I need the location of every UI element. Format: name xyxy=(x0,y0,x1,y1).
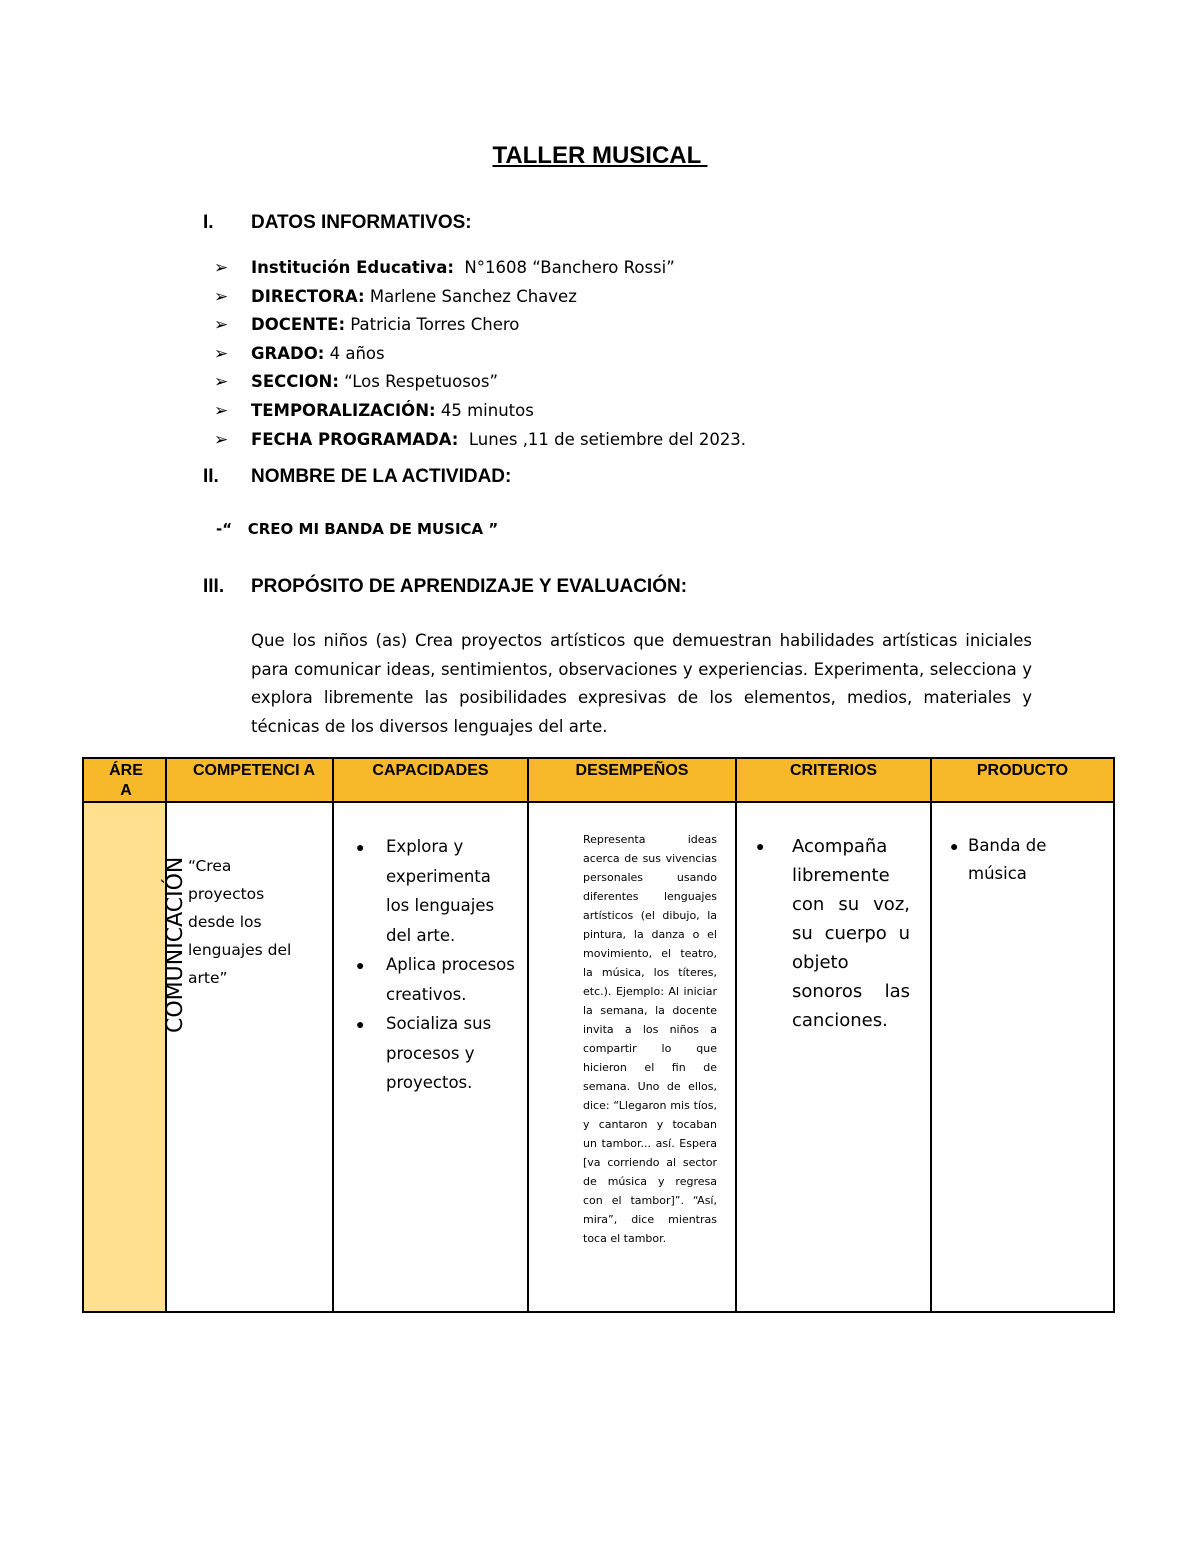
list-item: ● Aplica procesos creativos. xyxy=(350,951,515,1010)
producto-text: Banda de música xyxy=(968,836,1047,883)
capacidades-list xyxy=(350,833,515,1099)
arrow-bullet-icon: ➢ xyxy=(214,372,229,393)
list-item: ➢ DIRECTORA: Marlene Sanchez Chavez xyxy=(214,283,746,312)
header-area: ÁRE A xyxy=(83,758,166,802)
arrow-bullet-icon: ➢ xyxy=(214,400,229,421)
arrow-bullet-icon: ➢ xyxy=(214,315,229,336)
table-header-row xyxy=(83,758,1114,802)
section-heading: PROPÓSITO DE APRENDIZAJE Y EVALUACIÓN: xyxy=(251,576,688,597)
header-desempenos: DESEMPEÑOS xyxy=(528,758,736,802)
header-competencia: COMPETENCI A xyxy=(166,758,333,802)
section-number: II. xyxy=(203,466,219,487)
arrow-bullet-icon: ➢ xyxy=(214,343,229,364)
list-item: ➢ FECHA PROGRAMADA: Lunes ,11 de setiembre del 2023. xyxy=(214,426,746,455)
section-number: III. xyxy=(203,576,225,597)
arrow-bullet-icon: ➢ xyxy=(214,258,229,278)
bullet-icon: ● xyxy=(356,839,365,855)
activity-name: -“ CREO MI BANDA DE MUSICA ” xyxy=(216,520,499,538)
area-label: COMUNICACIÓN xyxy=(163,856,188,1033)
desempenos-text: Representa ideas acerca de sus vivencias personales usando diferentes lenguajes artísticos (el dibujo, la pintura, la danza o el movimiento, el teatro, la música, los títeres, etc.). Ejemplo: Al iniciar la semana, la docente invita a los niños a compartir lo que hicieron el fin de semana. Uno de ellos, dice: “Llegaron mis tíos, y cantaron y tocaban un tambor... así. Espera [va corriendo al sector de música y regresa con el tambor]”. “Así, mira”, dice mientras toca el tambor. xyxy=(583,833,717,1245)
datos-list xyxy=(214,254,746,454)
header-criterios: CRITERIOS xyxy=(736,758,931,802)
list-item: ● Socializa sus procesos y proyectos. xyxy=(350,1010,515,1099)
producto-bullet-icon: ● xyxy=(950,838,959,854)
section-heading: NOMBRE DE LA ACTIVIDAD: xyxy=(251,466,512,487)
criterios-text: Acompaña libremente con su voz, su cuerpo u objeto sonoros las canciones. xyxy=(792,836,910,1031)
bullet-icon: ● xyxy=(356,1016,365,1032)
section-proposito xyxy=(203,576,687,598)
arrow-bullet-icon: ➢ xyxy=(214,429,229,450)
list-item: ➢ Institución Educativa: N°1608 “Banchero Rossi” xyxy=(214,254,746,283)
area-cell xyxy=(83,802,166,1312)
list-item: ➢ DOCENTE: Patricia Torres Chero xyxy=(214,311,746,340)
list-item: ➢ GRADO: 4 años xyxy=(214,340,746,369)
competencia-text: “Crea proyectos desde los lenguajes del arte” xyxy=(188,857,292,987)
section-datos-informativos xyxy=(203,212,472,234)
document-title: TALLER MUSICAL xyxy=(492,142,708,169)
section-nombre-actividad xyxy=(203,466,511,488)
section-number: I. xyxy=(203,212,214,233)
list-item: ● Explora y experimenta los lenguajes del arte. xyxy=(350,833,515,951)
bullet-icon: ● xyxy=(356,957,365,973)
purpose-paragraph: Que los niños (as) Crea proyectos artísticos que demuestran habilidades artísticas iniciales para comunicar ideas, sentimientos, observaciones y experiencias. Experimenta, selecciona y explora libremente las posibilidades expresivas de los elementos, medios, materiales y técnicas de los diversos lenguajes del arte. xyxy=(251,631,1032,736)
list-item: ➢ SECCION: “Los Respetuosos” xyxy=(214,368,746,397)
arrow-bullet-icon: ➢ xyxy=(214,286,229,307)
list-item: ➢ TEMPORALIZACIÓN: 45 minutos xyxy=(214,397,746,426)
section-heading: DATOS INFORMATIVOS: xyxy=(251,212,472,233)
header-capacidades: CAPACIDADES xyxy=(333,758,528,802)
criterios-bullet-icon: ● xyxy=(756,838,765,854)
header-producto: PRODUCTO xyxy=(931,758,1114,802)
